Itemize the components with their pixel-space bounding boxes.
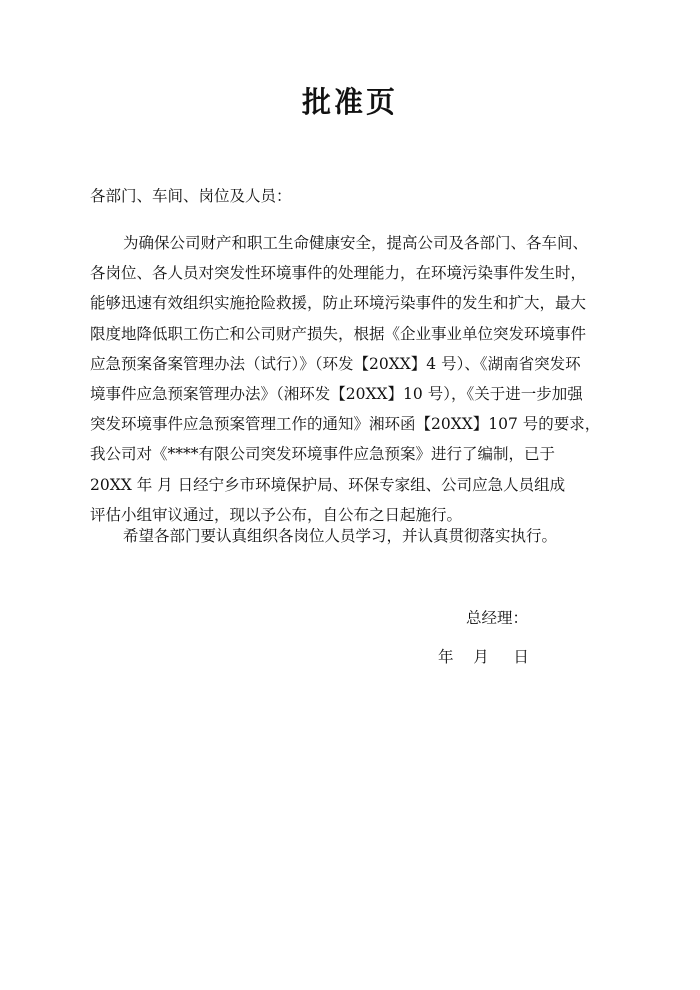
paragraph-line: 境事件应急预案管理办法》（湘环发【20XX】10 号），《关于进一步加强	[90, 384, 583, 403]
paragraph-line: 我公司对《****有限公司突发环境事件应急预案》进行了编制，已于	[90, 445, 556, 464]
salutation: 各部门、车间、岗位及人员：	[90, 187, 292, 205]
body-paragraph	[90, 228, 610, 530]
date-line: 年 月 日	[438, 648, 529, 666]
paragraph-line: 评估小组审议通过，现以予公布，自公布之日起施行。	[90, 505, 463, 524]
closing-paragraph: 希望各部门要认真组织各岗位人员学习，并认真贯彻落实执行。	[123, 527, 558, 545]
paragraph-line: 各岗位、各人员对突发性环境事件的处理能力，在环境污染事件发生时，	[90, 264, 587, 283]
page-title: 批准页	[301, 85, 398, 119]
signature-label: 总经理：	[466, 609, 529, 627]
paragraph-line: 突发环境事件应急预案管理工作的通知》湘环函【20XX】107 号的要求，	[90, 415, 601, 434]
paragraph-line: 限度地降低职工伤亡和公司财产损失，根据《企业事业单位突发环境事件	[90, 324, 587, 343]
paragraph-line: 能够迅速有效组织实施抢险救援，防止环境污染事件的发生和扩大，最大	[90, 294, 587, 313]
paragraph-line: 应急预案备案管理办法（试行）》（环发【20XX】4 号）、《湖南省突发环	[90, 354, 581, 373]
paragraph-line: 20XX 年 月 日经宁乡市环境保护局、环保专家组、公司应急人员组成	[90, 475, 566, 494]
paragraph-line: 为确保公司财产和职工生命健康安全，提高公司及各部门、各车间、	[123, 234, 589, 252]
